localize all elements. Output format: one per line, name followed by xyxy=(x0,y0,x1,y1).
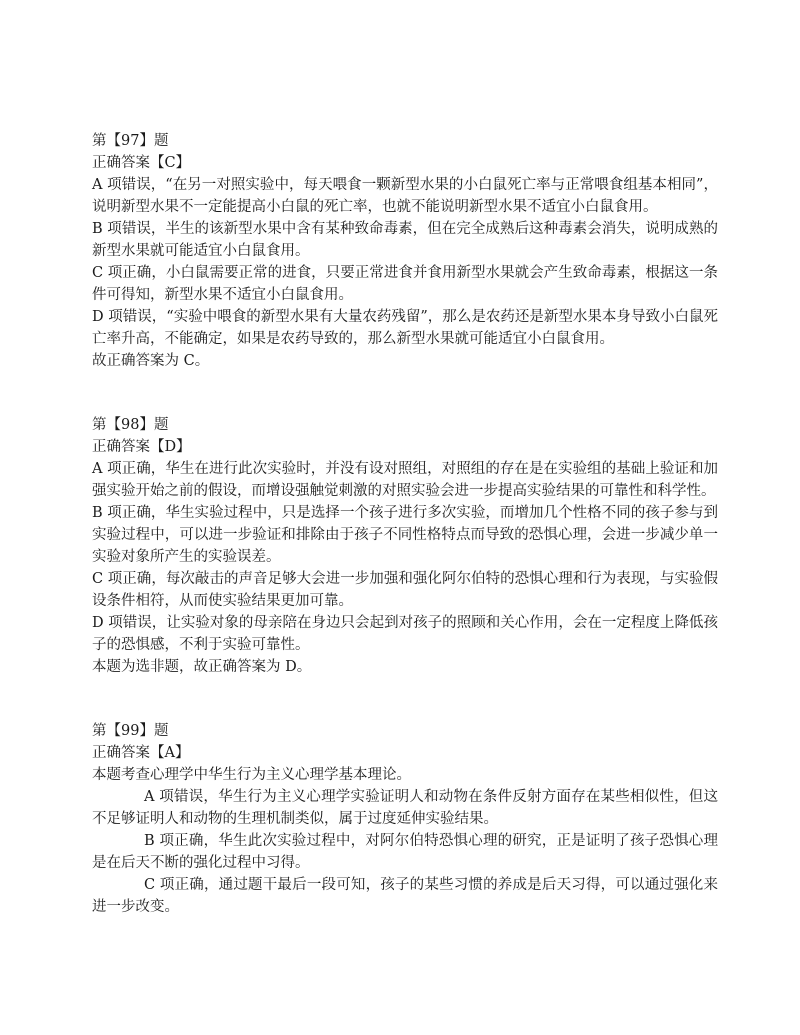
answer-line: 正确答案【D】 xyxy=(92,439,191,455)
conclusion-line: 本题为选非题，故正确答案为 D。 xyxy=(92,659,312,675)
question-98-section xyxy=(92,414,718,678)
question-header: 第【98】题 xyxy=(92,417,169,433)
option-b-explanation: B 项正确，华生此次实验过程中，对阿尔伯特恐惧心理的研究，正是证明了孩子恐惧心理是在后天不断的强化过程中习得。 xyxy=(92,833,718,871)
option-c-explanation: C 项正确，每次敲击的声音足够大会进一步加强和强化阿尔伯特的恐惧心理和行为表现，与实验假设条件相符，从而使实验结果更加可靠。 xyxy=(92,571,718,609)
question-header: 第【97】题 xyxy=(92,133,169,149)
document-page xyxy=(92,130,718,918)
option-c-explanation: C 项正确，通过题干最后一段可知，孩子的某些习惯的养成是后天习得，可以通过强化来进一步改变。 xyxy=(92,877,718,915)
option-a-explanation: A 项错误，“在另一对照实验中，每天喂食一颗新型水果的小白鼠死亡率与正常喂食组基本相同”，说明新型水果不一定能提高小白鼠的死亡率，也就不能说明新型水果不适宜小白鼠食用。 xyxy=(92,177,718,215)
answer-line: 正确答案【A】 xyxy=(92,745,190,761)
answer-line: 正确答案【C】 xyxy=(92,155,191,171)
intro-line: 本题考查心理学中华生行为主义心理学基本理论。 xyxy=(92,767,411,783)
option-a-explanation: A 项正确，华生在进行此次实验时，并没有设对照组，对照组的存在是在实验组的基础上验证和加强实验开始之前的假设，而增设强触觉刺激的对照实验会进一步提高实验结果的可靠性和科学性。 xyxy=(92,461,718,499)
question-97-section xyxy=(92,130,718,372)
option-b-explanation: B 项正确，华生实验过程中，只是选择一个孩子进行多次实验，而增加几个性格不同的孩子参与到实验过程中，可以进一步验证和排除由于孩子不同性格特点而导致的恐惧心理，会进一步减少单一实验对象所产生的实验误差。 xyxy=(92,505,718,565)
option-c-explanation: C 项正确，小白鼠需要正常的进食，只要正常进食并食用新型水果就会产生致命毒素，根据这一条件可得知，新型水果不适宜小白鼠食用。 xyxy=(92,265,718,303)
conclusion-line: 故正确答案为 C。 xyxy=(92,353,210,369)
option-d-explanation: D 项错误，“实验中喂食的新型水果有大量农药残留”，那么是农药还是新型水果本身导致小白鼠死亡率升高，不能确定，如果是农药导致的，那么新型水果就可能适宜小白鼠食用。 xyxy=(92,309,718,347)
question-header: 第【99】题 xyxy=(92,723,169,739)
option-b-explanation: B 项错误，半生的该新型水果中含有某种致命毒素，但在完全成熟后这种毒素会消失，说明成熟的新型水果就可能适宜小白鼠食用。 xyxy=(92,221,718,259)
option-a-explanation: A 项错误，华生行为主义心理学实验证明人和动物在条件反射方面存在某些相似性，但这不足够证明人和动物的生理机制类似，属于过度延伸实验结果。 xyxy=(92,789,718,827)
question-99-section xyxy=(92,720,718,918)
option-d-explanation: D 项错误，让实验对象的母亲陪在身边只会起到对孩子的照顾和关心作用，会在一定程度上降低孩子的恐惧感，不利于实验可靠性。 xyxy=(92,615,718,653)
